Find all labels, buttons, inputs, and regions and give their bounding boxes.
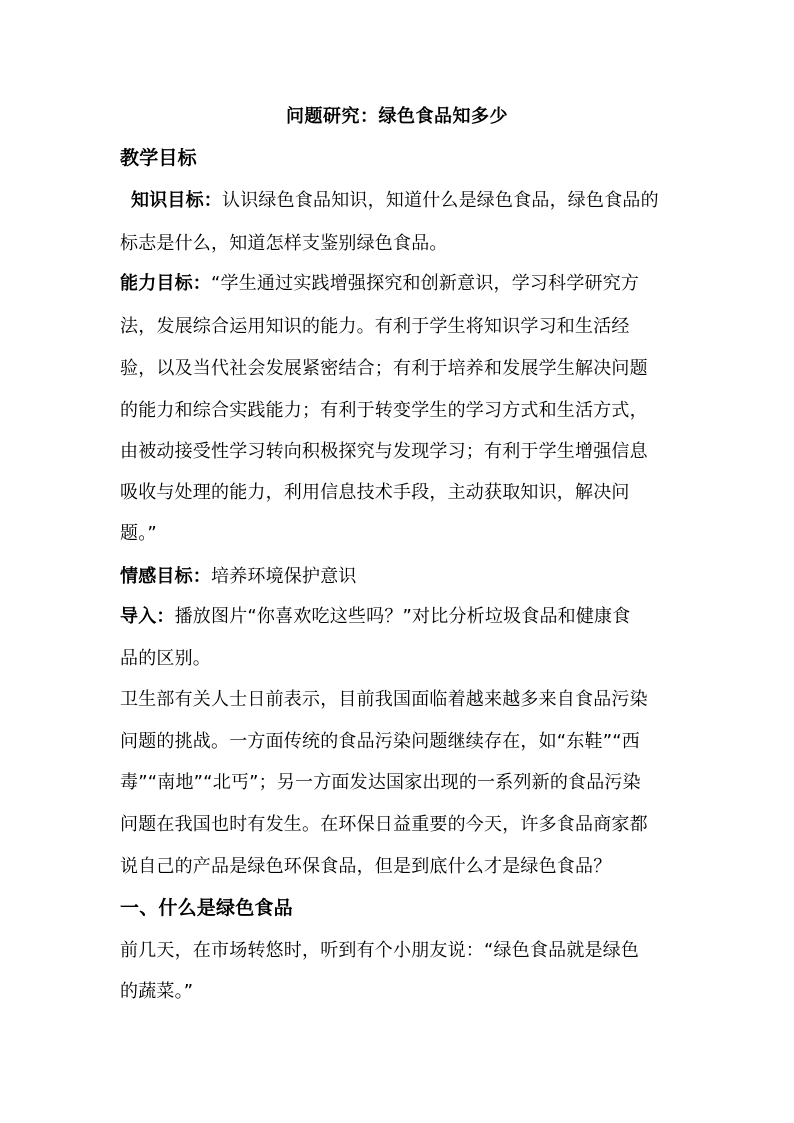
section-1-heading: 一、什么是绿色食品 [120,897,293,919]
intro-label: 导入： [120,606,175,627]
page-title: 问题研究：绿色食品知多少 [286,106,508,127]
section-1-line-2: 的蔬菜。” [120,981,194,1002]
ability-goal-label: 能力目标： [120,273,211,294]
intro-line-2: 品的区别。 [120,648,211,669]
paragraph-line-1: 卫生部有关人士日前表示，目前我国面临着越来越多来自食品污染 [120,689,648,710]
knowledge-goal-label: 知识目标： [131,190,222,211]
paragraph-line-3: 毒”“南地”“北丐”；另一方面发达国家出现的一系列新的食品污染 [120,772,641,793]
ability-goal-line-6: 吸收与处理的能力，利用信息技术手段，主动获取知识，解决问 [120,482,630,503]
ability-goal-text: “学生通过实践增强探究和创新意识，学习科学研究方 [211,273,640,294]
paragraph-line-2: 问题的挑战。一方面传统的食品污染问题继续存在，如“东鞋”“西 [120,731,640,752]
ability-goal-line-2: 法，发展综合运用知识的能力。有利于学生将知识学习和生活经 [120,316,630,337]
ability-goal-line-5: 由被动接受性学习转向积极探究与发现学习；有利于学生增强信息 [120,441,648,462]
ability-goal-line-3: 验，以及当代社会发展紧密结合；有利于培养和发展学生解决问题 [120,358,648,379]
teaching-goals-heading: 教学目标 [120,147,197,169]
ability-goal-line-7: 题。” [120,523,157,544]
knowledge-goal-text: 认识绿色食品知识，知道什么是绿色食品，绿色食品的 [222,190,659,211]
knowledge-goal-line-1 [131,189,659,213]
intro-text: 播放图片“你喜欢吃这些吗？”对比分析垃圾食品和健康食 [174,606,631,627]
emotion-goal-text: 培养环境保护意识 [211,566,357,587]
intro-line-1 [120,605,630,629]
paragraph-line-4: 问题在我国也时有发生。在环保日益重要的今天，许多食品商家都 [120,814,648,835]
emotion-goal-label: 情感目标： [120,566,211,587]
section-1-line-1: 前几天，在市场转悠时，听到有个小朋友说：“绿色食品就是绿色 [120,940,640,961]
ability-goal-line-1 [120,272,639,296]
emotion-goal-line [120,565,357,589]
paragraph-line-5: 说自己的产品是绿色环保食品，但是到底什么才是绿色食品？ [120,856,612,877]
ability-goal-line-4: 的能力和综合实践能力；有利于转变学生的学习方式和生活方式， [120,400,648,421]
knowledge-goal-line-2: 标志是什么，知道怎样支鉴别绿色食品。 [120,233,448,254]
